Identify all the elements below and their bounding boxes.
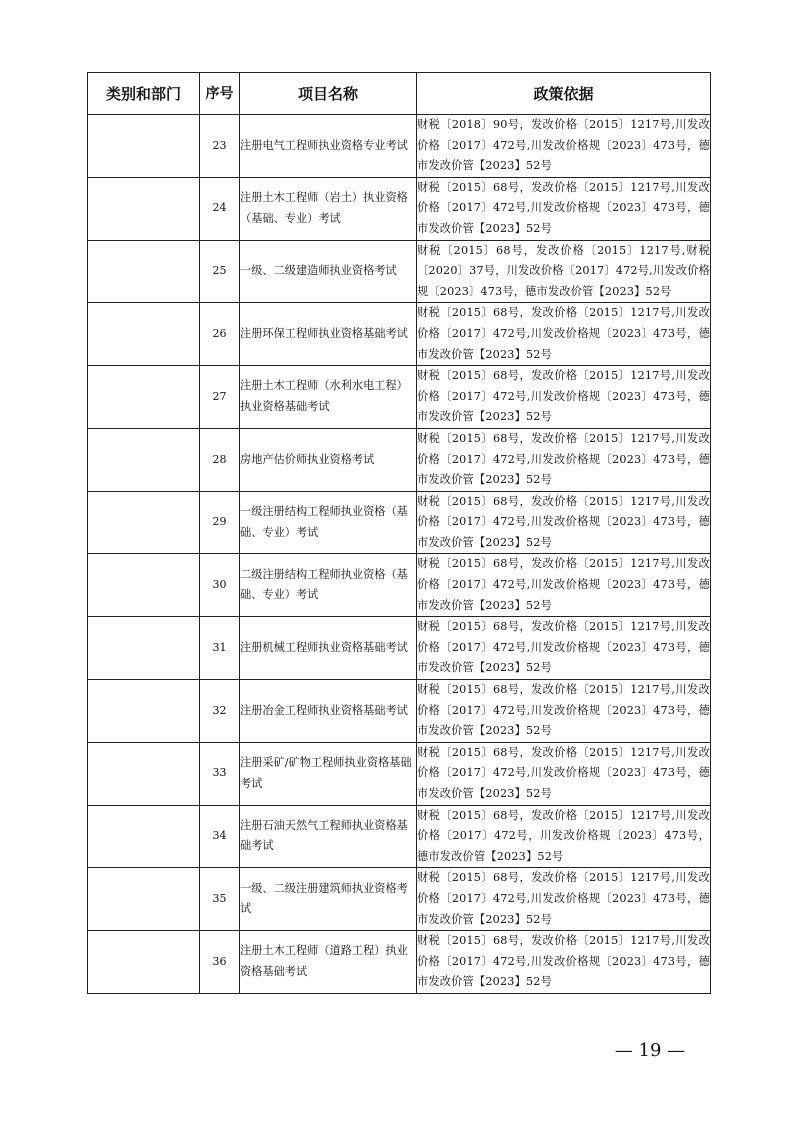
table-row [88,554,711,617]
name-cell: 一级注册结构工程师执业资格（基础、专业）考试 [240,491,417,554]
category-cell [88,680,200,743]
seq-cell: 27 [200,366,240,429]
name-cell: 注册土木工程师（道路工程）执业资格基础考试 [240,931,417,994]
table-row [88,303,711,366]
table-row [88,366,711,429]
name-cell: 一级、二级注册建筑师执业资格考试 [240,868,417,931]
basis-cell: 财税〔2018〕90号，发改价格〔2015〕1217号,川发改价格〔2017〕472号,川发改价格规〔2023〕473号，德市发改价管【2023】52号 [417,115,711,178]
table-row [88,428,711,491]
name-cell: 二级注册结构工程师执业资格（基础、专业）考试 [240,554,417,617]
seq-cell: 35 [200,868,240,931]
policy-table [87,72,711,994]
category-cell [88,303,200,366]
basis-cell: 财税〔2015〕68号，发改价格〔2015〕1217号,川发改价格〔2017〕472号，川发改价格规〔2023〕473号，德市发改价管【2023】52号 [417,805,711,868]
category-cell [88,805,200,868]
name-cell: 房地产估价师执业资格考试 [240,428,417,491]
table-row [88,617,711,680]
name-cell: 注册机械工程师执业资格基础考试 [240,617,417,680]
basis-cell: 财税〔2015〕68号，发改价格〔2015〕1217号,川发改价格〔2017〕472号,川发改价格规〔2023〕473号，德市发改价管【2023】52号 [417,366,711,429]
name-cell: 注册环保工程师执业资格基础考试 [240,303,417,366]
seq-cell: 23 [200,115,240,178]
basis-cell: 财税〔2015〕68号，发改价格〔2015〕1217号,川发改价格〔2017〕472号,川发改价格规〔2023〕473号，德市发改价管【2023】52号 [417,931,711,994]
seq-cell: 30 [200,554,240,617]
name-cell: 注册采矿/矿物工程师执业资格基础考试 [240,742,417,805]
seq-cell: 24 [200,177,240,240]
category-cell [88,617,200,680]
category-cell [88,366,200,429]
table-row [88,805,711,868]
category-cell [88,428,200,491]
basis-cell: 财税〔2015〕68号，发改价格〔2015〕1217号,川发改价格〔2017〕472号,川发改价格规〔2023〕473号，德市发改价管【2023】52号 [417,742,711,805]
table-row [88,491,711,554]
seq-cell: 33 [200,742,240,805]
seq-cell: 34 [200,805,240,868]
basis-cell: 财税〔2015〕68号，发改价格〔2015〕1217号,川发改价格〔2017〕472号,川发改价格规〔2023〕473号，德市发改价管【2023】52号 [417,554,711,617]
name-cell: 注册土木工程师（水利水电工程）执业资格基础考试 [240,366,417,429]
seq-cell: 28 [200,428,240,491]
category-cell [88,554,200,617]
table-row [88,680,711,743]
basis-cell: 财税〔2015〕68号，发改价格〔2015〕1217号,川发改价格〔2017〕472号,川发改价格规〔2023〕473号，德市发改价管【2023】52号 [417,680,711,743]
header-category: 类别和部门 [88,73,200,115]
table-row [88,240,711,303]
seq-cell: 26 [200,303,240,366]
seq-cell: 29 [200,491,240,554]
table-row [88,931,711,994]
category-cell [88,868,200,931]
seq-cell: 31 [200,617,240,680]
table-row [88,742,711,805]
header-name: 项目名称 [240,73,417,115]
name-cell: 注册石油天然气工程师执业资格基础考试 [240,805,417,868]
name-cell: 注册土木工程师（岩土）执业资格（基础、专业）考试 [240,177,417,240]
page-number: — 19 — [614,1040,686,1061]
category-cell [88,491,200,554]
basis-cell: 财税〔2015〕68号，发改价格〔2015〕1217号,川发改价格〔2017〕472号,川发改价格规〔2023〕473号，德市发改价管【2023】52号 [417,303,711,366]
category-cell [88,742,200,805]
name-cell: 注册电气工程师执业资格专业考试 [240,115,417,178]
category-cell [88,240,200,303]
category-cell [88,931,200,994]
seq-cell: 25 [200,240,240,303]
seq-cell: 36 [200,931,240,994]
header-row [88,73,711,115]
category-cell [88,115,200,178]
category-cell [88,177,200,240]
basis-cell: 财税〔2015〕68号，发改价格〔2015〕1217号,财税〔2020〕37号，川发改价格〔2017〕472号,川发改价格规〔2023〕473号，德市发改价管【2023】52号 [417,240,711,303]
header-basis: 政策依据 [417,73,711,115]
seq-cell: 32 [200,680,240,743]
table-row [88,177,711,240]
header-seq: 序号 [200,73,240,115]
basis-cell: 财税〔2015〕68号，发改价格〔2015〕1217号,川发改价格〔2017〕472号,川发改价格规〔2023〕473号，德市发改价管【2023】52号 [417,428,711,491]
table-row [88,868,711,931]
basis-cell: 财税〔2015〕68号，发改价格〔2015〕1217号,川发改价格〔2017〕472号,川发改价格规〔2023〕473号，德市发改价管【2023】52号 [417,491,711,554]
name-cell: 一级、二级建造师执业资格考试 [240,240,417,303]
basis-cell: 财税〔2015〕68号，发改价格〔2015〕1217号,川发改价格〔2017〕472号,川发改价格规〔2023〕473号，德市发改价管【2023】52号 [417,617,711,680]
basis-cell: 财税〔2015〕68号，发改价格〔2015〕1217号,川发改价格〔2017〕472号,川发改价格规〔2023〕473号，德市发改价管【2023】52号 [417,868,711,931]
basis-cell: 财税〔2015〕68号，发改价格〔2015〕1217号,川发改价格〔2017〕472号,川发改价格规〔2023〕473号，德市发改价管【2023】52号 [417,177,711,240]
table-row [88,115,711,178]
name-cell: 注册冶金工程师执业资格基础考试 [240,680,417,743]
